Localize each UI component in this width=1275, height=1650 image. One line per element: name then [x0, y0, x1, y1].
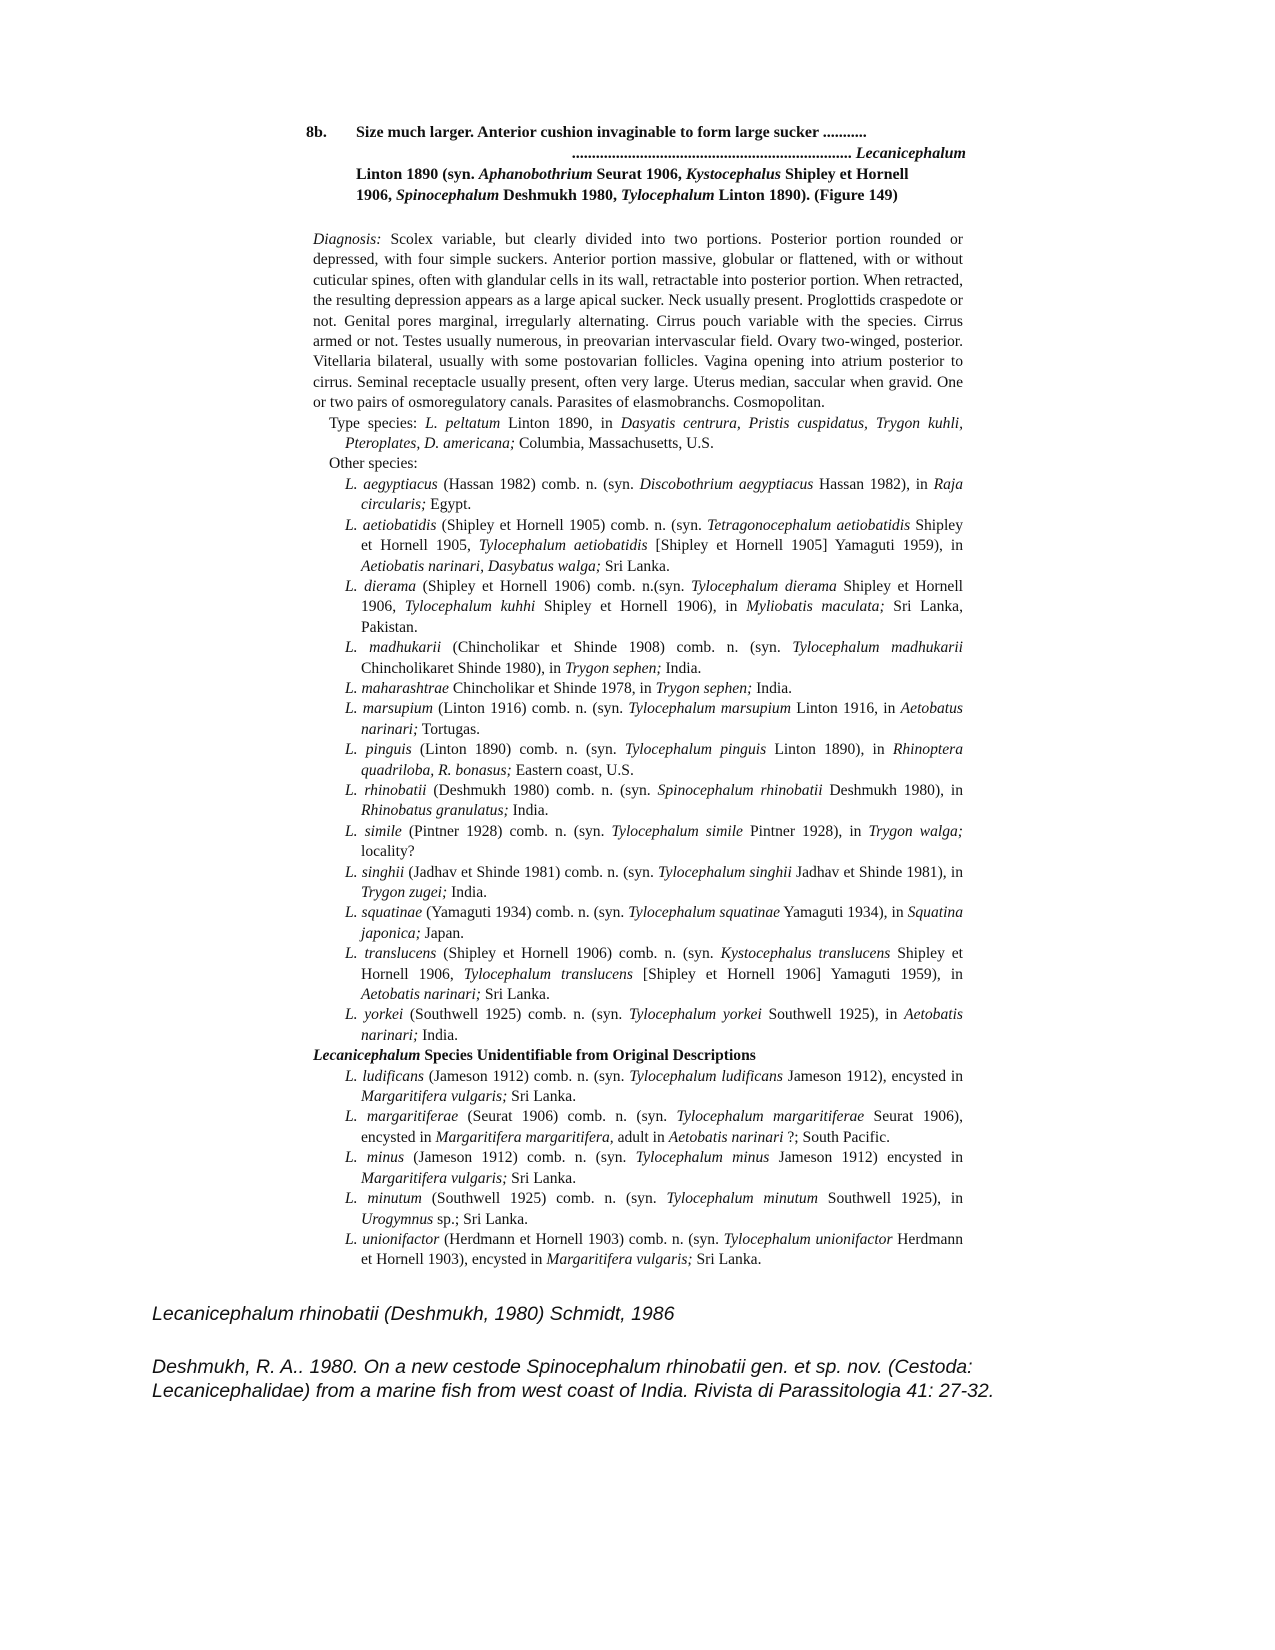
species-name: L. margaritiferae — [345, 1108, 459, 1126]
species-entry: L. pinguis (Linton 1890) comb. n. (syn. Tylocephalum pinguis Linton 1890), in Rhinoptera quadriloba, R. bonasus; Eastern coast, U.S. — [345, 741, 964, 779]
type-species: Type species: L. peltatum Linton 1890, in Dasyatis centrura, Pristis cuspidatus, Trygon kuhli, Pteroplates, D. americana; Columbia, Massachusetts, U.S. — [329, 414, 964, 453]
species-entry: L. translucens (Shipley et Hornell 1906) comb. n. (syn. Kystocephalus translucens Shipley et Hornell 1906, Tylocephalum translucens [Shipley et Hornell 1906] Yamaguti 1959), in Aetobatis narinari; Sri Lanka. — [345, 945, 964, 1004]
species-name: L. yorkei — [345, 1006, 404, 1024]
citation-title: Lecanicephalum rhinobatii (Deshmukh, 1980) Schmidt, 1986 — [152, 1303, 675, 1325]
species-name: L. simile — [345, 822, 402, 840]
species-name: L. aegyptiacus — [345, 475, 438, 493]
species-name: L. marsupium — [345, 700, 433, 718]
species-entry: L. margaritiferae (Seurat 1906) comb. n. (syn. Tylocephalum margaritiferae Seurat 1906), encysted in Margaritifera margaritifera, adult in Aetobatis narinari ?; South Pacific. — [345, 1108, 963, 1146]
diagnosis-paragraph — [313, 230, 963, 414]
species-name: L. dierama — [345, 577, 417, 595]
species-entry: L. rhinobatii (Deshmukh 1980) comb. n. (syn. Spinocephalum rhinobatii Deshmukh 1980), in Rhinobatus granulatus; India. — [345, 781, 963, 820]
species-name: L. aetiobatidis — [345, 516, 437, 534]
species-entry: L. minutum (Southwell 1925) comb. n. (syn. Tylocephalum minutum Southwell 1925), in Urogymnus sp.; Sri Lanka. — [345, 1190, 963, 1228]
species-entry: L. squatinae (Yamaguti 1934) comb. n. (syn. Tylocephalum squatinae Yamaguti 1934), in Squatina japonica; Japan. — [345, 904, 964, 942]
key-genus: Lecanicephalum — [855, 145, 966, 162]
species-name: L. rhinobatii — [345, 781, 427, 799]
species-entry: L. marsupium (Linton 1916) comb. n. (syn. Tylocephalum marsupium Linton 1916, in Aetobatus narinari; Tortugas. — [345, 700, 963, 738]
unidentifiable-species-list — [313, 1067, 963, 1271]
species-name: L. ludificans — [345, 1067, 424, 1085]
key-number: 8b. — [306, 124, 327, 141]
species-name: L. maharashtrae — [345, 679, 449, 697]
genus-description — [313, 230, 963, 1271]
key-line-4: 1906, Spinocephalum Deshmukh 1980, Tylocephalum Linton 1890). (Figure 149) — [356, 187, 898, 204]
species-entry: L. maharashtrae Chincholikar et Shinde 1978, in Trygon sephen; India. — [345, 679, 793, 697]
unidentifiable-heading: Lecanicephalum Species Unidentifiable from Original Descriptions — [313, 1047, 756, 1065]
key-entry-8b — [306, 122, 966, 206]
species-name: L. madhukarii — [345, 639, 442, 657]
species-entry: L. unionifactor (Herdmann et Hornell 1903) comb. n. (syn. Tylocephalum unionifactor Herdmann et Hornell 1903), encysted in Margaritifera vulgaris; Sri Lanka. — [345, 1230, 963, 1269]
species-name: L. pinguis — [345, 741, 412, 759]
key-line-1: Size much larger. Anterior cushion invaginable to form large sucker ........... — [356, 124, 867, 141]
species-name: L. translucens — [345, 945, 437, 963]
other-species-list — [313, 475, 963, 1046]
diagnosis-text: Scolex variable, but clearly divided into two portions. Posterior portion rounded or depressed, with four simple suckers. Anterior portion massive, globular or flattened, with or without cuticular spines, often with glandular cells in its wall, retractable into posterior portion. When retracted, the resulting depression appears as a large apical sucker. Neck usually present. Proglottids craspedote or not. Genital pores marginal, irregularly alternating. Cirrus pouch variable with the species. Cirrus armed or not. Testes usually numerous, in preovarian intervascular field. Ovary two-winged, posterior. Vitellaria bilateral, usually with some postovarian follicles. Vagina opening into atrium posterior to cirrus. Seminal receptacle usually present, often very large. Uterus median, saccular when gravid. One or two pairs of osmoregulatory canals. Parasites of elasmobranchs. Cosmopolitan. — [313, 231, 963, 412]
species-entry: L. aetiobatidis (Shipley et Hornell 1905) comb. n. (syn. Tetragonocephalum aetiobatidis Shipley et Hornell 1905, Tylocephalum aetiobatidis [Shipley et Hornell 1905] Yamaguti 1959), in Aetiobatis narinari, Dasybatus walga; Sri Lanka. — [345, 516, 963, 575]
species-name: L. singhii — [345, 863, 405, 881]
other-species-label: Other species: — [329, 455, 418, 473]
species-entry: L. simile (Pintner 1928) comb. n. (syn. Tylocephalum simile Pintner 1928), in Trygon walga; locality? — [345, 822, 963, 861]
species-entry: L. singhii (Jadhav et Shinde 1981) comb. n. (syn. Tylocephalum singhii Jadhav et Shinde 1981), in Trygon zugei; India. — [345, 863, 964, 901]
species-entry: L. ludificans (Jameson 1912) comb. n. (syn. Tylocephalum ludificans Jameson 1912), encysted in Margaritifera vulgaris; Sri Lanka. — [345, 1067, 963, 1106]
key-line-2: ...................................................................... Lecanicephalum — [571, 145, 966, 162]
key-line-3: Linton 1890 (syn. Aphanobothrium Seurat 1906, Kystocephalus Shipley et Hornell — [356, 166, 909, 183]
species-entry: L. yorkei (Southwell 1925) comb. n. (syn. Tylocephalum yorkei Southwell 1925), in Aetobatis narinari; India. — [345, 1006, 963, 1044]
species-name: L. unionifactor — [345, 1230, 440, 1248]
species-name: L. squatinae — [345, 904, 423, 922]
species-entry: L. aegyptiacus (Hassan 1982) comb. n. (syn. Discobothrium aegyptiacus Hassan 1982), in Raja circularis; Egypt. — [345, 475, 964, 514]
species-name: L. minutum — [345, 1190, 422, 1208]
species-entry: L. madhukarii (Chincholikar et Shinde 1908) comb. n. (syn. Tylocephalum madhukarii Chincholikaret Shinde 1980), in Trygon sephen; India. — [345, 639, 963, 677]
species-entry: L. dierama (Shipley et Hornell 1906) comb. n.(syn. Tylocephalum dierama Shipley et Hornell 1906, Tylocephalum kuhhi Shipley et Hornell 1906), in Myliobatis maculata; Sri Lanka, Pakistan. — [345, 577, 963, 636]
reference-citation: Deshmukh, R. A.. 1980. On a new cestode Spinocephalum rhinobatii gen. et sp. nov. (Cestoda: Lecanicephalidae) from a marine fish from west coast of India. Rivista di Parassitologia 41: 27-32. — [152, 1356, 995, 1402]
diagnosis-label: Diagnosis: — [313, 231, 382, 248]
species-name: L. minus — [345, 1149, 405, 1167]
species-entry: L. minus (Jameson 1912) comb. n. (syn. Tylocephalum minus Jameson 1912) encysted in Margaritifera vulgaris; Sri Lanka. — [345, 1149, 963, 1187]
